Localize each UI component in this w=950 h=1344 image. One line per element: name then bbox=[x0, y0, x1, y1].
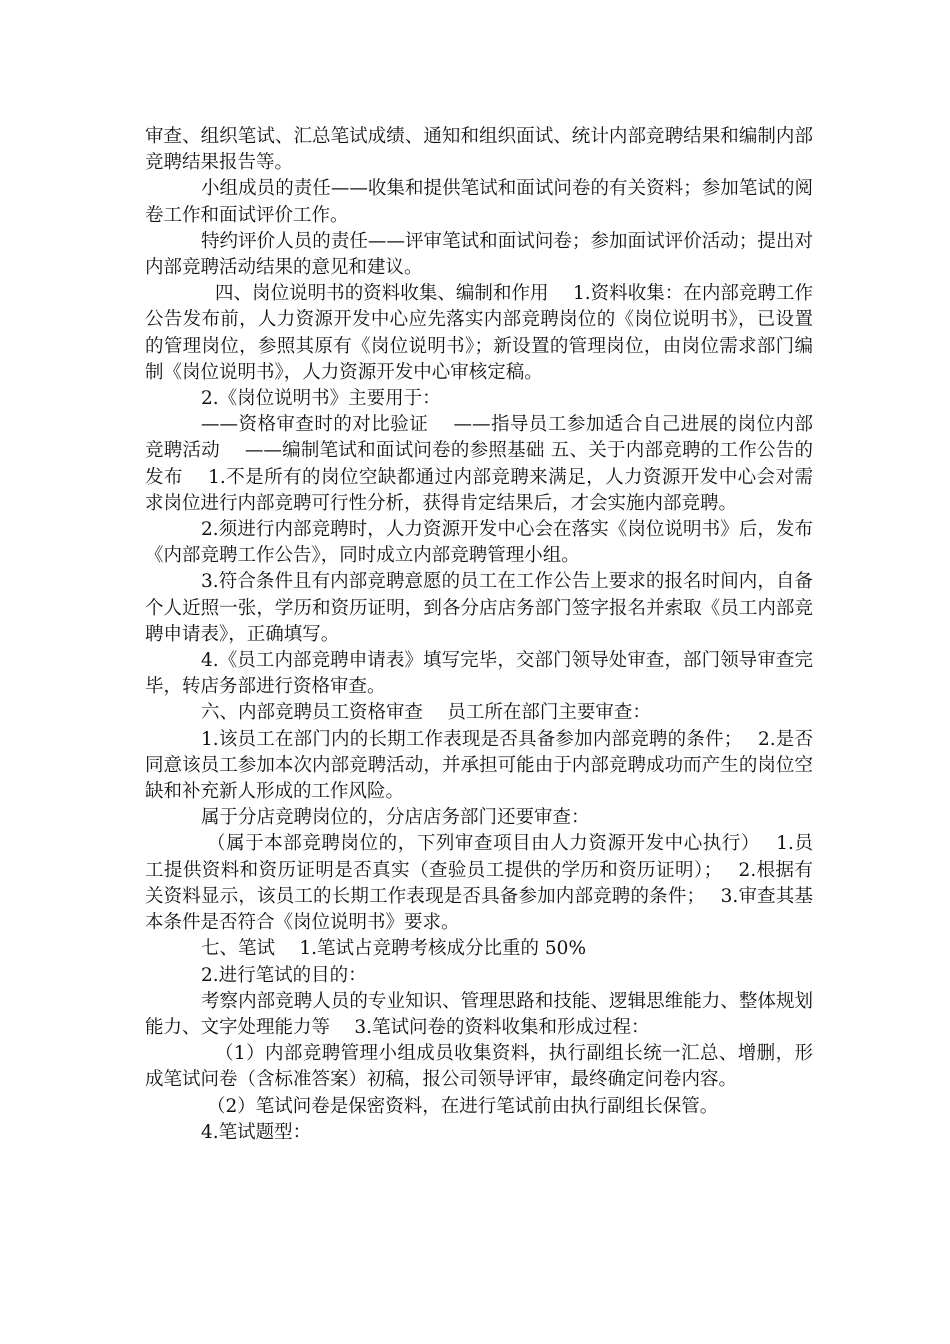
paragraph-15: 2.进行笔试的目的： bbox=[201, 964, 367, 986]
paragraph-3: 特约评价人员的责任——评审笔试和面试问卷；参加面试评价活动；提出对内部竞聘活动结果的意见和建议。 bbox=[145, 230, 813, 279]
paragraph-16: 考察内部竞聘人员的专业知识、管理思路和技能、逻辑思维能力、整体规划能力、文字处理能力等 3.笔试问卷的资料收集和形成过程： bbox=[145, 990, 813, 1038]
paragraph-12: 属于分店竞聘岗位的，分店店务部门还要审查： bbox=[201, 807, 590, 829]
paragraph-10: 六、内部竞聘员工资格审查 员工所在部门主要审查： bbox=[201, 702, 651, 724]
paragraph-7: 2.须进行内部竞聘时，人力资源开发中心会在落实《岗位说明书》后，发布《内部竞聘工作公告》，同时成立内部竞聘管理小组。 bbox=[145, 519, 813, 567]
paragraph-17: （1）内部竞聘管理小组成员收集资料，执行副组长统一汇总、增删，形成笔试问卷（含标准答案）初稿，报公司领导评审，最终确定问卷内容。 bbox=[145, 1043, 813, 1091]
paragraph-11: 1.该员工在部门内的长期工作表现是否具备参加内部竞聘的条件； 2.是否同意该员工参加本次内部竞聘活动，并承担可能由于内部竞聘成功而产生的岗位空缺和补充新人形成的工作风险。 bbox=[145, 728, 813, 803]
paragraph-1: 审查、组织笔试、汇总笔试成绩、通知和组织面试、统计内部竞聘结果和编制内部竞聘结果报告等。 bbox=[145, 126, 813, 174]
paragraph-4: 四、岗位说明书的资料收集、编制和作用 1.资料收集：在内部竞聘工作公告发布前，人力资源开发中心应先落实内部竞聘岗位的《岗位说明书》，已设置的管理岗位，参照其原有《岗位说明书》；新设置的管理岗位，由岗位需求部门编制《岗位说明书》，人力资源开发中心审核定稿。 bbox=[145, 283, 813, 383]
paragraph-13: （属于本部竞聘岗位的，下列审查项目由人力资源开发中心执行） 1.员工提供资料和资历证明是否真实（查验员工提供的学历和资历证明）； 2.根据有关资料显示，该员工的长期工作表现是否具备参加内部竞聘的条件； 3.审查其基本条件是否符合《岗位说明书》要求。 bbox=[145, 833, 813, 934]
paragraph-14: 七、笔试 1.笔试占竞聘考核成分比重的 50% bbox=[201, 938, 587, 960]
paragraph-8: 3.符合条件且有内部竞聘意愿的员工在工作公告上要求的报名时间内，自备个人近照一张，学历和资历证明，到各分店店务部门签字报名并索取《员工内部竞聘申请表》，正确填写。 bbox=[145, 571, 813, 645]
paragraph-2: 小组成员的责任——收集和提供笔试和面试问卷的有关资料；参加笔试的阅卷工作和面试评价工作。 bbox=[145, 178, 813, 226]
paragraph-18: （2）笔试问卷是保密资料，在进行笔试前由执行副组长保管。 bbox=[207, 1095, 719, 1117]
paragraph-19: 4.笔试题型： bbox=[201, 1121, 312, 1143]
paragraph-9: 4.《员工内部竞聘申请表》填写完毕，交部门领导处审查，部门领导审查完毕，转店务部进行资格审查。 bbox=[145, 650, 813, 698]
paragraph-5: 2.《岗位说明书》主要用于： bbox=[201, 388, 441, 410]
paragraph-6: ——资格审查时的对比验证 ——指导员工参加适合自己进展的岗位内部竞聘活动 ——编制笔试和面试问卷的参照基础 五、关于内部竞聘的工作公告的发布 1.不是所有的岗位空缺都通过内部竞聘来满足，人力资源开发中心会对需求岗位进行内部竞聘可行性分析，获得肯定结果后，才会实施内部竞聘。 bbox=[145, 414, 813, 514]
document-body bbox=[145, 124, 813, 1146]
